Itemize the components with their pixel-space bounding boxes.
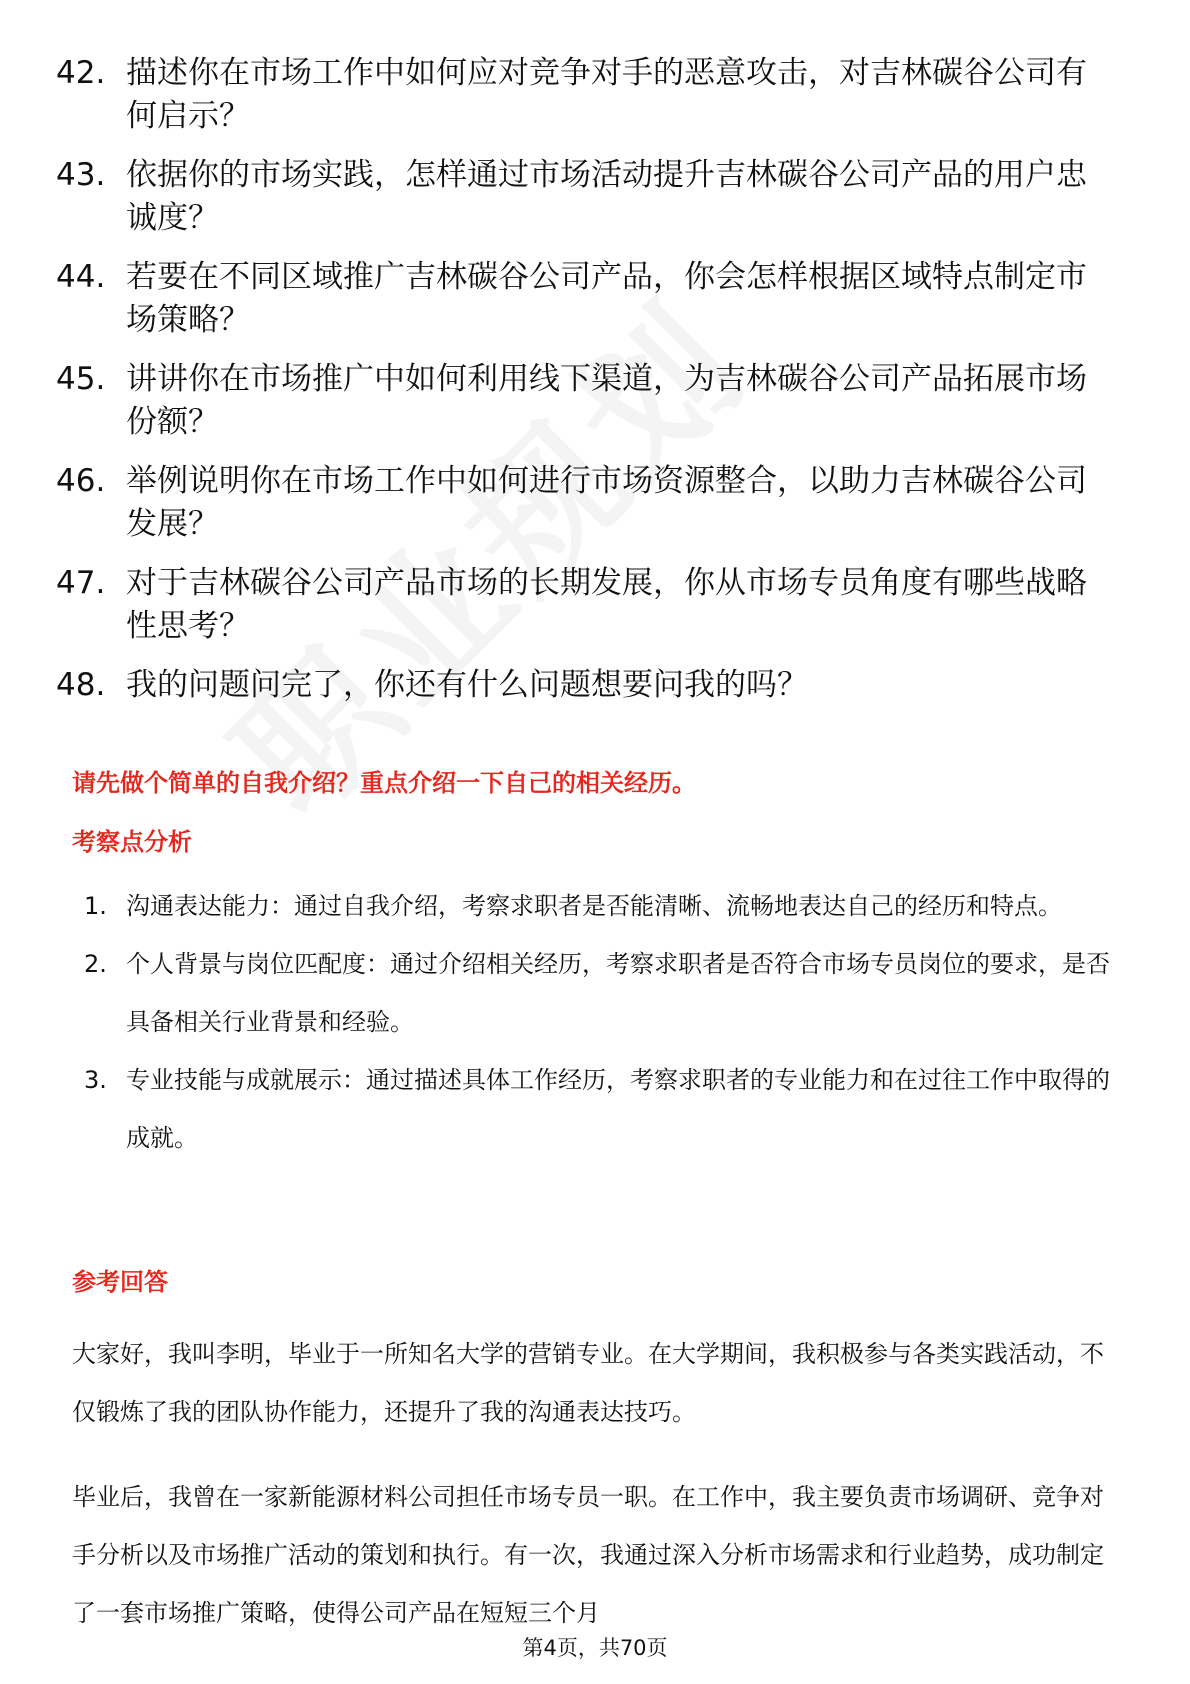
question-number: 45.	[56, 361, 106, 397]
answer-heading: 参考回答	[72, 1268, 168, 1296]
analysis-text: 沟通表达能力：通过自我介绍，考察求职者是否能清晰、流畅地表达自己的经历和特点。	[126, 892, 1062, 920]
question-text: 若要在不同区域推广吉林碳谷公司产品，你会怎样根据区域特点制定市场策略？	[126, 259, 1087, 338]
answer-paragraph: 毕业后，我曾在一家新能源材料公司担任市场专员一职。在工作中，我主要负责市场调研、竞争对手分析以及市场推广活动的策划和执行。有一次，我通过深入分析市场需求和行业趋势，成功制定了一套市场推广策略，使得公司产品在短短三个月	[72, 1483, 1104, 1627]
analysis-number: 3.	[84, 1066, 107, 1094]
analysis-item	[84, 877, 1124, 935]
question-text: 描述你在市场工作中如何应对竞争对手的恶意攻击，对吉林碳谷公司有何启示？	[126, 55, 1087, 134]
question-number: 47.	[56, 565, 106, 601]
question-text: 讲讲你在市场推广中如何利用线下渠道，为吉林碳谷公司产品拓展市场份额？	[126, 361, 1087, 440]
question-text: 举例说明你在市场工作中如何进行市场资源整合，以助力吉林碳谷公司发展？	[126, 463, 1087, 542]
analysis-number: 2.	[84, 950, 107, 978]
question-item	[56, 256, 1116, 342]
question-list	[56, 52, 1116, 723]
question-item	[56, 460, 1116, 546]
analysis-number: 1.	[84, 892, 107, 920]
analysis-text: 个人背景与岗位匹配度：通过介绍相关经历，考察求职者是否符合市场专员岗位的要求，是否具备相关行业背景和经验。	[126, 950, 1110, 1036]
page-footer: 第4页，共70页	[522, 1636, 668, 1660]
analysis-item	[84, 1051, 1124, 1167]
question-number: 42.	[56, 55, 106, 91]
question-number: 44.	[56, 259, 106, 295]
question-text: 我的问题问完了，你还有什么问题想要问我的吗？	[126, 667, 808, 703]
analysis-heading: 考察点分析	[72, 828, 192, 856]
question-text: 依据你的市场实践，怎样通过市场活动提升吉林碳谷公司产品的用户忠诚度？	[126, 157, 1087, 236]
analysis-list	[84, 877, 1124, 1167]
question-item	[56, 52, 1116, 138]
question-item	[56, 154, 1116, 240]
question-number: 43.	[56, 157, 106, 193]
question-item	[56, 664, 1116, 707]
analysis-text: 专业技能与成就展示：通过描述具体工作经历，考察求职者的专业能力和在过往工作中取得的成就。	[126, 1066, 1110, 1152]
question-number: 46.	[56, 463, 106, 499]
answer-paragraph: 大家好，我叫李明，毕业于一所知名大学的营销专业。在大学期间，我积极参与各类实践活动，不仅锻炼了我的团队协作能力，还提升了我的沟通表达技巧。	[72, 1340, 1104, 1426]
question-number: 48.	[56, 667, 106, 703]
question-item	[56, 562, 1116, 648]
analysis-item	[84, 935, 1124, 1051]
question-text: 对于吉林碳谷公司产品市场的长期发展，你从市场专员角度有哪些战略性思考？	[126, 565, 1087, 644]
question-item	[56, 358, 1116, 444]
intro-question-heading: 请先做个简单的自我介绍？重点介绍一下自己的相关经历。	[72, 769, 696, 797]
